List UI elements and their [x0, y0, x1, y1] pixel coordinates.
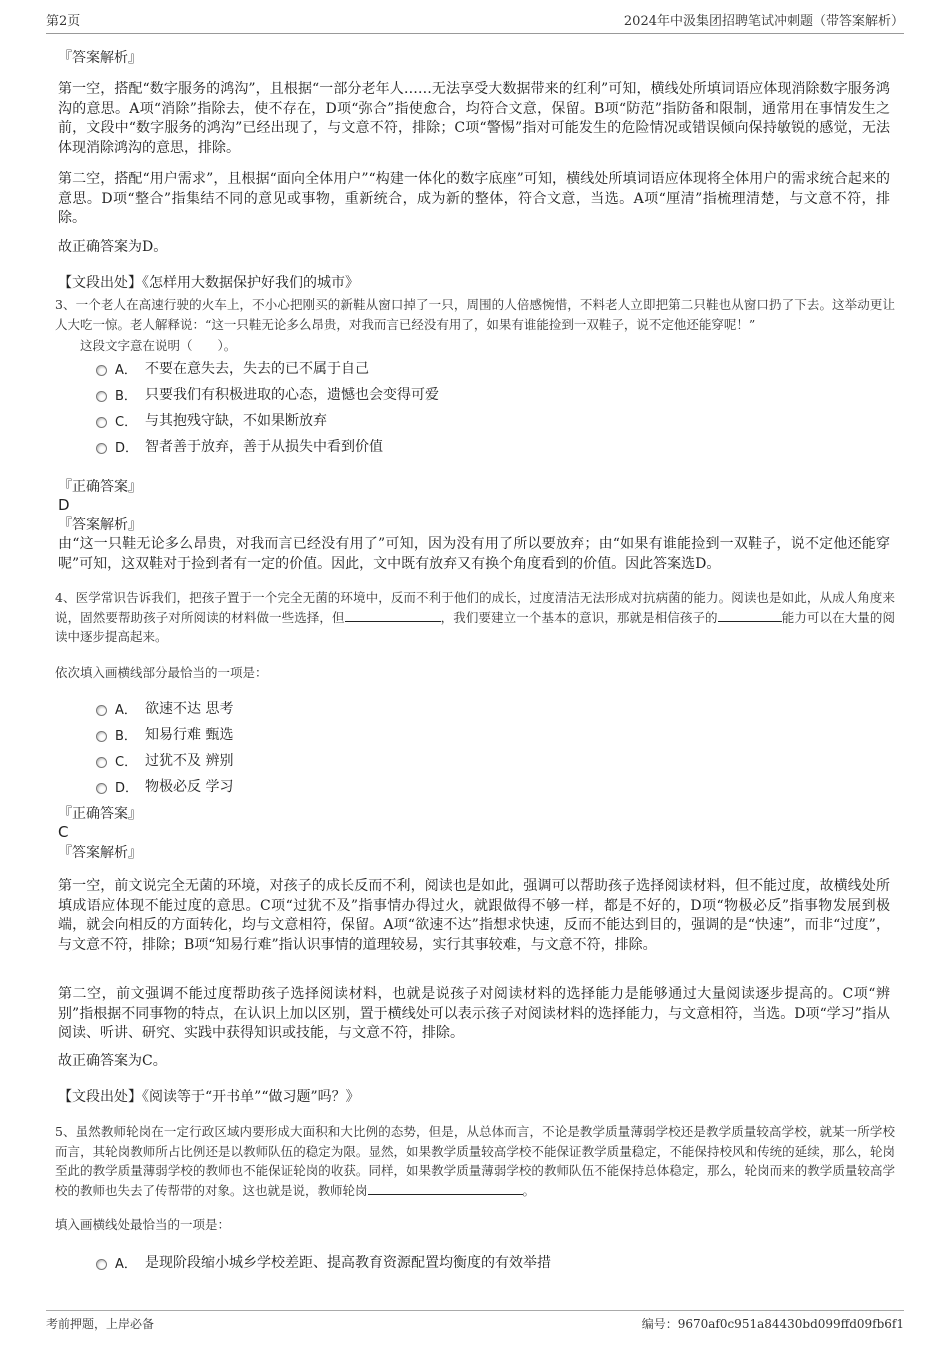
- q2-analysis-p1: 第一空，搭配“数字服务的鸿沟”，且根据“一部分老年人……无法享受大数据带来的红利”可知，横线处所填词语应体现消除数字服务鸿沟的意思。A项“消除”指除去，使不存在，D项“弥合”指使愈合，均符合文意，保留。B项“防范”指防备和限制，通常用在事情发生之前，文段中“数字服务的鸿沟”已经出现了，与文意不符，排除；C项“警惕”指对可能发生的危险情况或错误倾向保持敏锐的感觉，无法体现消除鸿沟的意思，排除。: [58, 81, 890, 156]
- radio-icon[interactable]: [96, 391, 107, 402]
- q3-answer: D: [58, 496, 70, 514]
- q4-conclusion: 故正确答案为C。: [58, 1053, 167, 1069]
- blank-1: [368, 1182, 523, 1195]
- radio-icon[interactable]: [96, 417, 107, 428]
- q3-option-d[interactable]: D． 智者善于放弃，善于从损失中看到价值: [96, 436, 383, 456]
- q5-question-text: 5、虽然教师轮岗在一定行政区域内要形成大面积和大比例的态势，但是，从总体而言，不论是教学质量薄弱学校还是教学质量较高学校，就某一所学校而言，其轮岗教师所占比例还是以教师队伍的稳定为限。显然，如果教学质量较高学校不能保证教学质量稳定，不能保持校风和传统的延续，那么，轮岗至此的教学质量薄弱学校的教师也不能保证轮岗的收获。同样，如果教学质量薄弱学校的教师队伍不能保持总体稳定，那么，轮岗而来的教学质量较高学校的教师也失去了传帮带的对象。这也就是说，教师轮岗 。: [55, 1124, 895, 1198]
- q4-analysis-p2: 第二空，前文强调不能过度帮助孩子选择阅读材料，也就是说孩子对阅读材料的选择能力是能够通过大量阅读逐步提高的。C项“辨别”指根据不同事物的特点，在认识上加以区别，置于横线处可以表示孩子对阅读材料的选择能力，与文意相符，当选。D项“学习”指从阅读、听讲、研究、实践中获得知识或技能，与文意不符，排除。: [58, 986, 890, 1041]
- radio-icon[interactable]: [96, 757, 107, 768]
- q2-analysis-label: 『答案解析』: [58, 50, 142, 66]
- q4-analysis-label: 『答案解析』: [58, 845, 142, 861]
- q4-option-b[interactable]: B． 知易行难 甄选: [96, 724, 233, 744]
- q4-option-d[interactable]: D． 物极必反 学习: [96, 776, 233, 796]
- radio-icon[interactable]: [96, 705, 107, 716]
- radio-icon[interactable]: [96, 731, 107, 742]
- q3-analysis-label: 『答案解析』: [58, 517, 142, 533]
- q4-subprompt: 依次填入画横线部分最恰当的一项是：: [55, 665, 268, 680]
- q4-correct-label: 『正确答案』: [58, 806, 142, 822]
- radio-icon[interactable]: [96, 783, 107, 794]
- q2-analysis-p2: 第二空，搭配“用户需求”，且根据“面向全体用户”“构建一体化的数字底座”可知，横线处所填词语应体现将全体用户的需求统合起来的意思。D项“整合”指集结不同的意见或事物，重新统合，成为新的整体，符合文意，当选。A项“厘清”指梳理清楚，与文意不符，排除。: [58, 171, 890, 226]
- page-footer: [46, 1310, 904, 1332]
- document-title: 2024年中汲集团招聘笔试冲刺题（带答案解析）: [623, 14, 904, 29]
- q4-answer: C: [58, 823, 69, 841]
- q2-conclusion: 故正确答案为D。: [58, 239, 168, 255]
- q3-option-c[interactable]: C． 与其抱残守缺，不如果断放弃: [96, 410, 327, 430]
- radio-icon[interactable]: [96, 1259, 107, 1270]
- page-header: [46, 10, 904, 34]
- q3-question-text: 3、一个老人在高速行驶的火车上，不小心把刚买的新鞋从窗口掉了一只，周围的人倍感惋惜，不料老人立即把第二只鞋也从窗口扔了下去。这举动更让人大吃一惊。老人解释说：“这一只鞋无论多么昂贵，对我而言已经没有用了，如果有谁能捡到一双鞋子，说不定他还能穿呢！”: [55, 297, 895, 332]
- document-id: 编号：9670af0c951a84430bd099ffd09fb6f1: [641, 1317, 904, 1331]
- footer-slogan: 考前押题，上岸必备: [46, 1317, 155, 1331]
- page-number: 第2页: [46, 14, 81, 29]
- q3-option-a[interactable]: A． 不要在意失去，失去的已不属于自己: [96, 358, 369, 378]
- blank-2: [718, 609, 782, 622]
- q3-subprompt: 这段文字意在说明（ ）。: [80, 338, 237, 353]
- q4-option-a[interactable]: A． 欲速不达 思考: [96, 698, 233, 718]
- q3-correct-label: 『正确答案』: [58, 479, 142, 495]
- q2-source: 【文段出处】《怎样用大数据保护好我们的城市》: [58, 275, 359, 291]
- q3-option-b[interactable]: B． 只要我们有积极进取的心态，遗憾也会变得可爱: [96, 384, 439, 404]
- q4-source: 【文段出处】《阅读等于“开书单”“做习题”吗？》: [58, 1089, 360, 1105]
- q3-analysis: 由“这一只鞋无论多么昂贵，对我而言已经没有用了”可知，因为没有用了所以要放弃；由“如果有谁能捡到一双鞋子，说不定他还能穿呢”可知，这双鞋对于捡到者有一定的价值。因此，文中既有放弃又有换个角度看到的价值。因此答案选D。: [58, 536, 890, 572]
- q4-option-c[interactable]: C． 过犹不及 辨别: [96, 750, 233, 770]
- q4-question-text: 4、医学常识告诉我们，把孩子置于一个完全无菌的环境中，反而不利于他们的成长，过度清洁无法形成对抗病菌的能力。阅读也是如此，从成人角度来说，固然要帮助孩子对所阅读的材料做一些选择，但 ，我们要建立一个基本的意识，那就是相信孩子的 能力可以在大量的阅读中逐步提高起来。: [55, 590, 895, 644]
- q5-subprompt: 填入画横线处最恰当的一项是：: [55, 1217, 231, 1232]
- blank-1: [345, 609, 441, 622]
- q4-analysis-p1: 第一空，前文说完全无菌的环境，对孩子的成长反而不利，阅读也是如此，强调可以帮助孩子选择阅读材料，但不能过度，故横线处所填成语应体现不能过度的意思。C项“过犹不及”指事情办得过火，就跟做得不够一样，都是不好的，D项“物极必反”指事物发展到极端，就会向相反的方面转化，均与文意相符，保留。A项“欲速不达”指想求快速，反而不能达到目的，强调的是“快速”，而非“过度”，与文意不符，排除；B项“知易行难”指认识事情的道理较易，实行其事较难，与文意不符，排除。: [58, 878, 890, 953]
- q5-option-a[interactable]: A． 是现阶段缩小城乡学校差距、提高教育资源配置均衡度的有效举措: [96, 1252, 551, 1272]
- radio-icon[interactable]: [96, 443, 107, 454]
- radio-icon[interactable]: [96, 365, 107, 376]
